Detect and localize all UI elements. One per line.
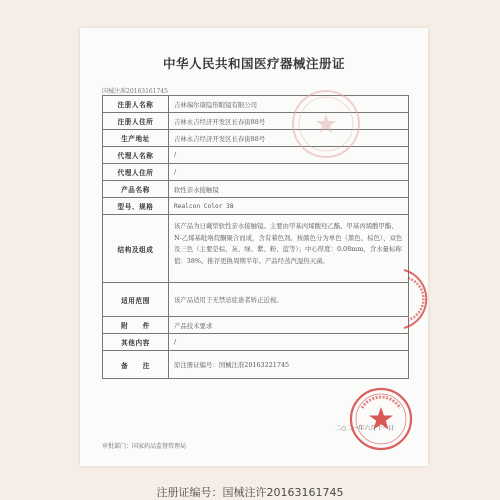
- row-value: /: [169, 334, 409, 351]
- row-label: 附 件: [103, 317, 169, 334]
- row-label: 产品名称: [103, 181, 169, 198]
- issue-date: 二○二一年六月十一日: [335, 425, 395, 432]
- row-label: 注册人名称: [103, 96, 169, 113]
- table-row: [103, 351, 409, 379]
- row-label: 结构及组成: [103, 215, 169, 283]
- certificate-title: 中华人民共和国医疗器械注册证: [162, 56, 345, 71]
- table-row: [103, 283, 409, 317]
- row-label: 其他内容: [103, 334, 169, 351]
- row-label: 备 注: [103, 351, 169, 379]
- row-label: 代理人住所: [103, 164, 169, 181]
- row-value: 产品技术要求: [169, 317, 409, 334]
- row-value: 软性亲水接触镜: [169, 181, 409, 198]
- row-value: Realcon Color 38: [169, 198, 409, 215]
- row-value: /: [169, 164, 409, 181]
- caption-registration-number: 注册证编号：国械注许20163161745: [156, 486, 344, 499]
- row-label: 型号、规格: [103, 198, 169, 215]
- top-registration-number: 国械注准20163161745: [102, 88, 168, 95]
- certificate-sheet: [80, 28, 428, 466]
- row-label: 代理人名称: [103, 147, 169, 164]
- official-red-seal: [348, 386, 414, 452]
- table-row: [103, 164, 409, 181]
- table-row: [103, 334, 409, 351]
- row-value: 吉林永吉经济开发区长春街88号: [169, 113, 409, 130]
- row-value: 吉林永吉经济开发区长春街88号: [169, 130, 409, 147]
- table-row: [103, 96, 409, 113]
- certificate-table: [102, 95, 409, 379]
- issuing-authority: 审批部门：国家药品监督管理局: [102, 443, 187, 450]
- registration-seal-faint: [290, 88, 362, 160]
- edge-seal: [402, 268, 428, 330]
- row-label: 适用范围: [103, 283, 169, 317]
- table-row: [103, 215, 409, 283]
- row-value: /: [169, 147, 409, 164]
- row-value: 该产品为日戴型软性亲水接触镜。主要由甲基丙烯酸羟乙酯、甲基丙烯酸甲酯、N-乙烯基吡咯烷酮聚合而成，含有着色剂。按颜色分为单色（黑色、棕色）、双色及三色（主要是棕、灰、绿、紫、粉、蓝等）；中心厚度：0.08mm，含水量标称值：38%。推荐更换周期半年。产品经蒸汽湿热灭菌。: [169, 215, 409, 283]
- table-row: [103, 198, 409, 215]
- row-value: 原注册证编号：国械注准20163221745: [169, 351, 409, 379]
- table-row: [103, 317, 409, 334]
- table-row: [103, 181, 409, 198]
- table-row: [103, 130, 409, 147]
- row-label: 生产地址: [103, 130, 169, 147]
- table-row: [103, 147, 409, 164]
- row-value: 吉林瑞尔康隐形眼镜有限公司: [169, 96, 409, 113]
- table-row: [103, 113, 409, 130]
- row-label: 注册人住所: [103, 113, 169, 130]
- row-value: 该产品适用于无禁忌症患者矫正近视。: [169, 283, 409, 317]
